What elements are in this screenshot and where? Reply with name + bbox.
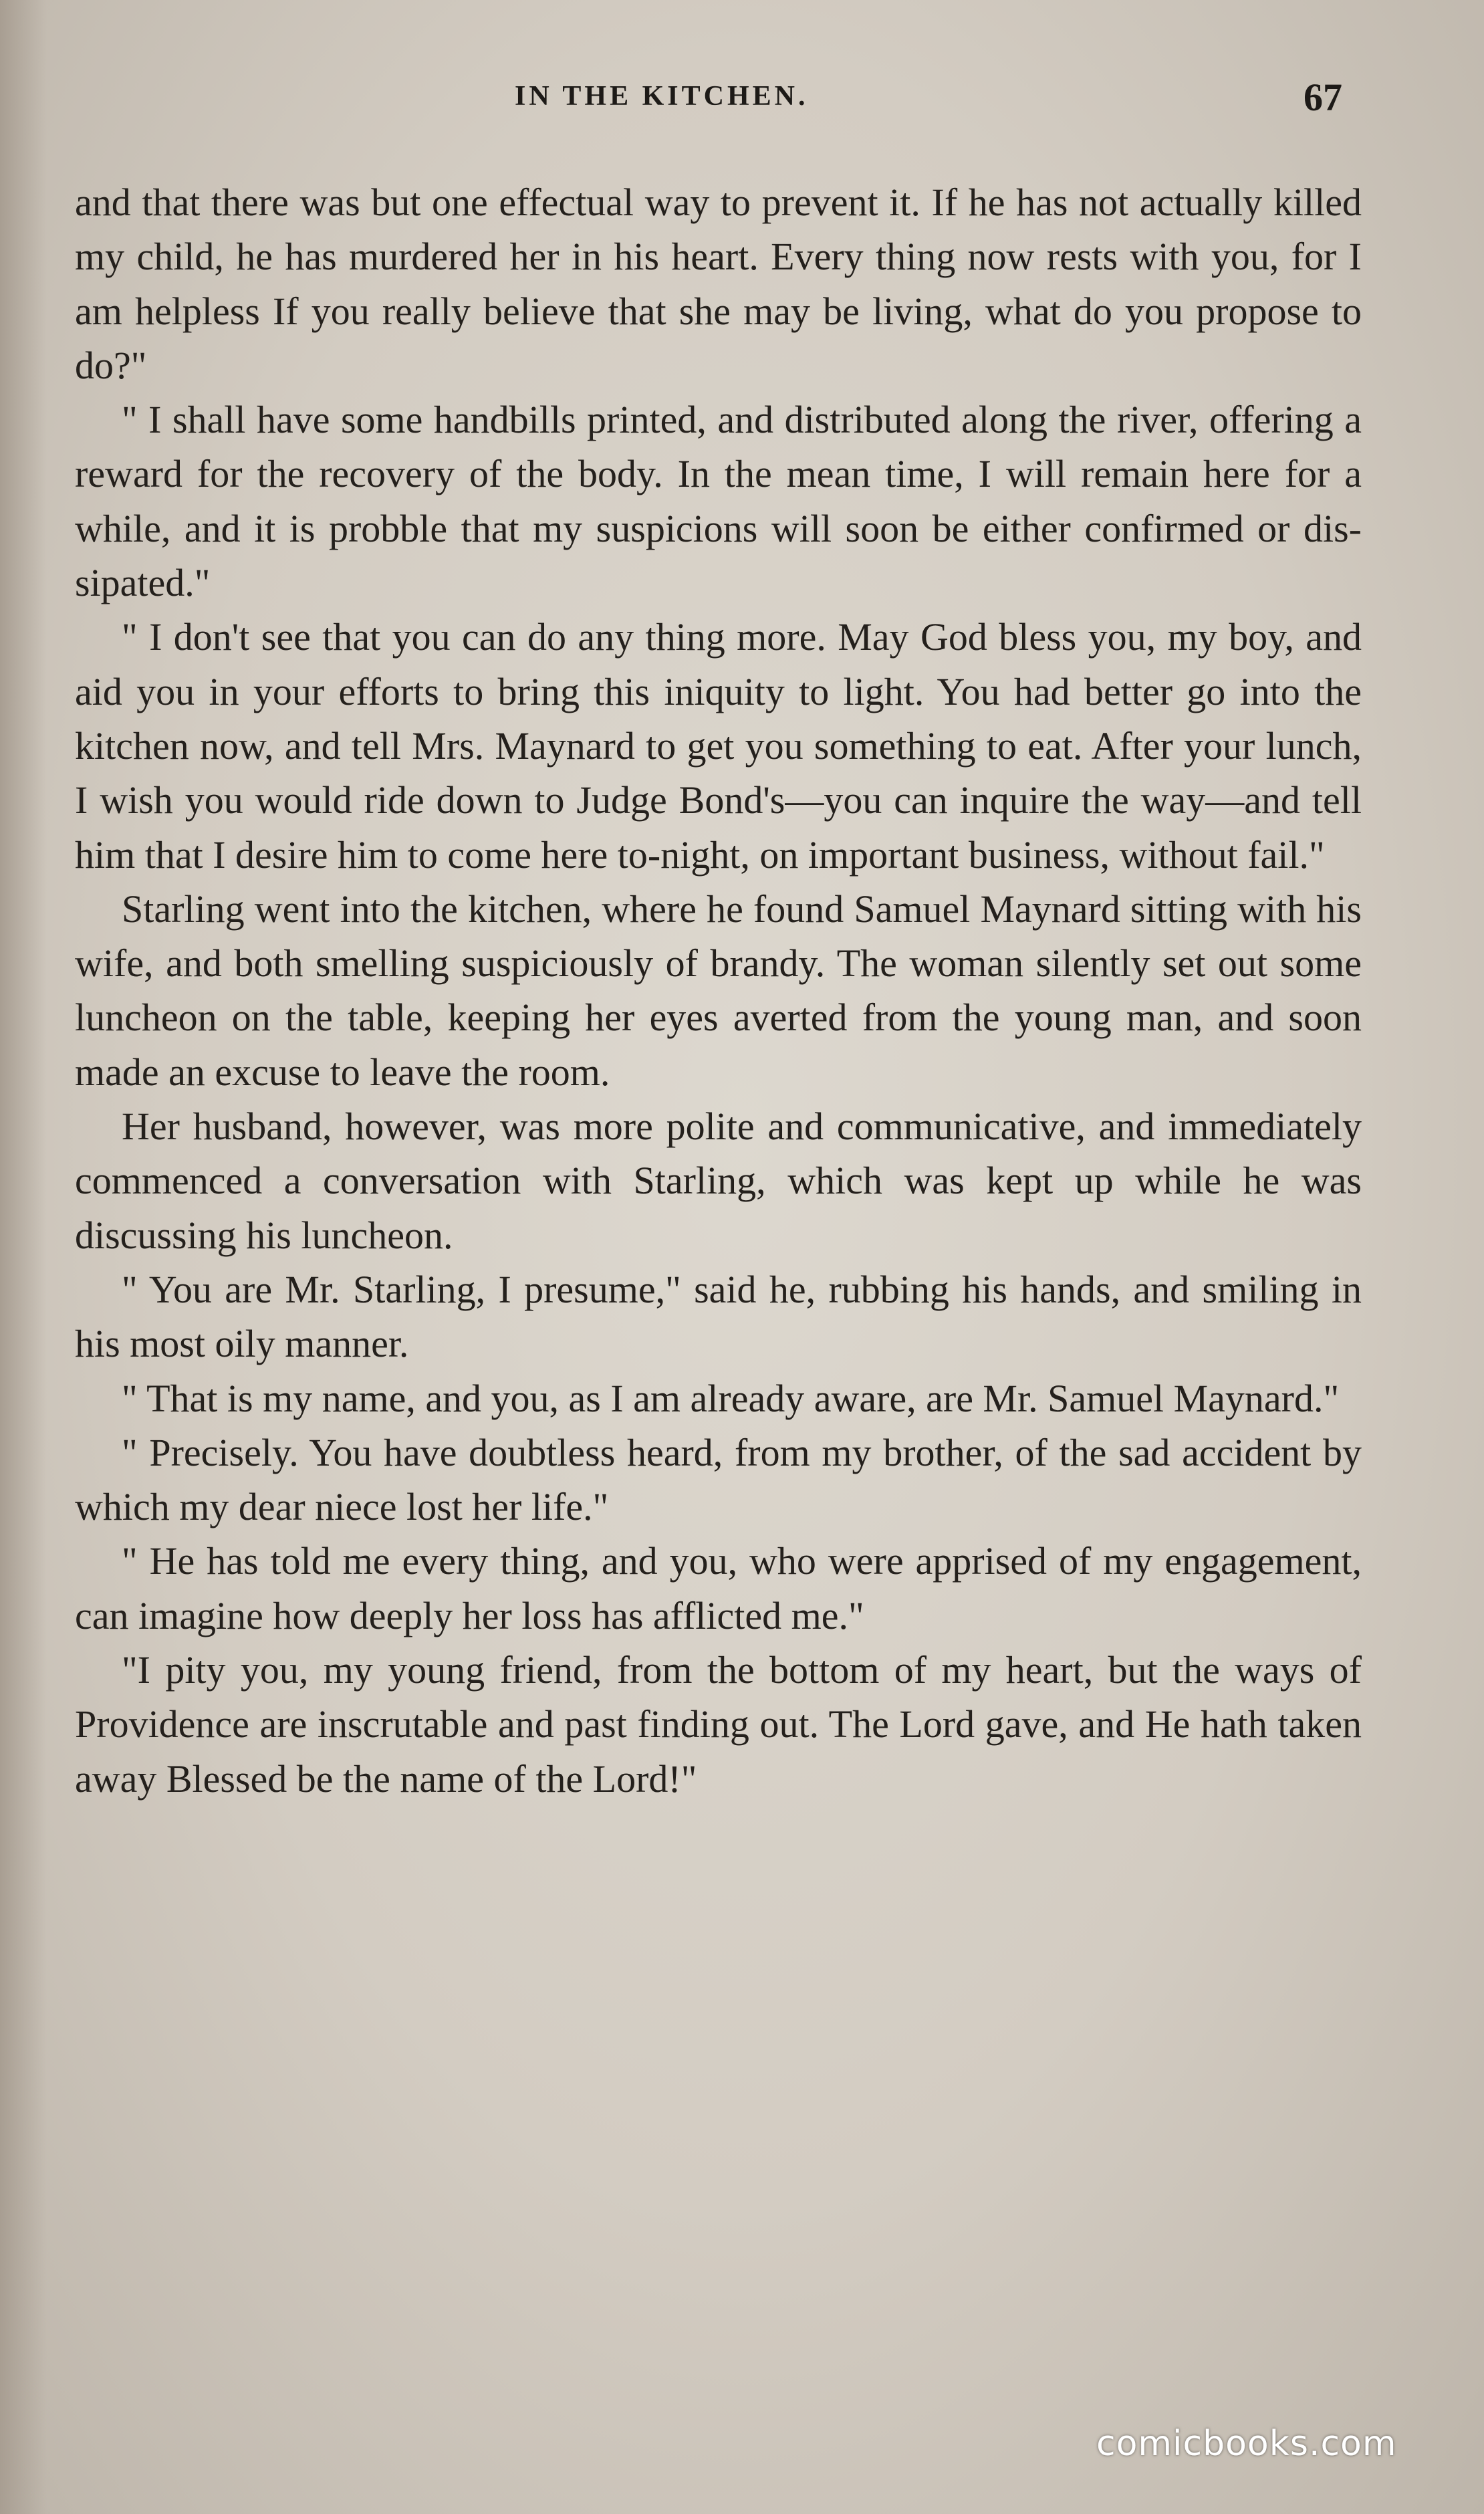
paragraph: Her husband, however, was more polite and communicative, and immediately commenced a conversation with Starling, which was kept up while he was discussing his luncheon.: [75, 1105, 1362, 1257]
paragraph: Starling went into the kitchen, where he found Samuel Maynard sitting with his wife, and both smelling suspiciously of brandy. The woman silently set out some luncheon on the table, keeping her eyes averted from the young man, and soon made an excuse to leave the room.: [75, 887, 1362, 1094]
paragraph: " You are Mr. Starling, I presume," said he, rubbing his hands, and smiling in his most oily manner.: [75, 1267, 1362, 1366]
watermark: comicbooks.com: [1096, 2424, 1397, 2464]
paragraph: "I pity you, my young friend, from the bottom of my heart, but the ways of Providence are inscrutable and past finding out. The Lord gave, and He hath taken away Blessed be the name of the Lord!": [75, 1648, 1362, 1801]
paragraph: " I shall have some handbills printed, and distributed along the river, offering a reward for the recovery of the body. In the mean time, I will remain here for a while, and it is probble that my suspicions will soon be either confirmed or dissipated.": [75, 398, 1362, 605]
running-head-title: IN THE KITCHEN.: [515, 81, 809, 112]
paragraph: " I don't see that you can do any thing more. May God bless you, my boy, and aid you in your efforts to bring this iniquity to light. You had better go into the kitchen now, and tell Mrs. Maynard to get you something to eat. After your lunch, I wish you would ride down to Judge Bond's—you can inquire the way—and tell him that I desire him to come here to-night, on important business, without fail.": [75, 615, 1362, 877]
paragraph: " He has told me every thing, and you, who were apprised of my engagement, can imagine how deeply her loss has afflicted me.": [75, 1539, 1362, 1637]
paragraph: and that there was but one effectual way to prevent it. If he has not actually killed my child, he has murdered her in his heart. Every thing now rests with you, for I am helpless If you really believe that she may be living, what do you propose to do?": [75, 181, 1362, 387]
running-head: [0, 76, 1484, 134]
paragraph: " Precisely. You have doubtless heard, from my brother, of the sad accident by which my dear niece lost her life.": [75, 1430, 1362, 1529]
page-gutter-shadow: [0, 0, 47, 2514]
paragraph: " That is my name, and you, as I am already aware, are Mr. Samuel Maynard.": [122, 1376, 1340, 1420]
body-text: [75, 175, 1362, 1806]
page-number: 67: [1304, 76, 1342, 119]
